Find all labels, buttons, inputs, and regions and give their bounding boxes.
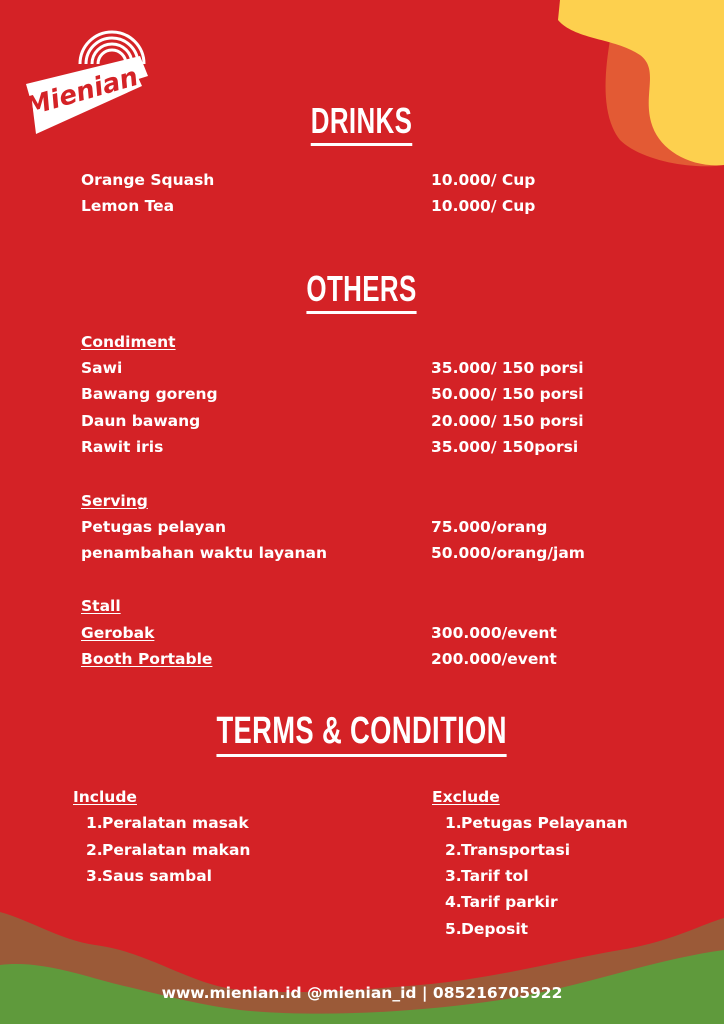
terms-heading: TERMS & CONDITION bbox=[0, 710, 724, 757]
item-price: 10.000/ Cup bbox=[431, 171, 536, 189]
list-item: 3.Saus sambal bbox=[86, 867, 212, 885]
item-name: Bawang goreng bbox=[81, 385, 218, 403]
item-name: Sawi bbox=[81, 359, 123, 377]
item-price: 20.000/ 150 porsi bbox=[431, 412, 584, 430]
item-name: Booth Portable bbox=[81, 650, 213, 668]
drinks-heading: DRINKS bbox=[0, 100, 724, 146]
menu-row bbox=[81, 438, 641, 462]
include-heading: Include bbox=[73, 788, 137, 806]
item-name: penambahan waktu layanan bbox=[81, 544, 328, 562]
item-name: Rawit iris bbox=[81, 438, 164, 456]
item-name: Daun bawang bbox=[81, 412, 201, 430]
menu-row bbox=[81, 412, 641, 436]
list-item: 1.Peralatan masak bbox=[86, 814, 249, 832]
item-price: 300.000/event bbox=[431, 624, 557, 642]
item-price: 35.000/ 150porsi bbox=[431, 438, 579, 456]
serving-subheading: Serving bbox=[81, 492, 148, 510]
menu-row bbox=[81, 624, 641, 648]
item-name: Petugas pelayan bbox=[81, 518, 226, 536]
exclude-heading: Exclude bbox=[432, 788, 500, 806]
item-price: 200.000/event bbox=[431, 650, 557, 668]
menu-row bbox=[81, 171, 641, 195]
menu-row bbox=[81, 518, 641, 542]
list-item: 2.Peralatan makan bbox=[86, 841, 251, 859]
item-name: Gerobak bbox=[81, 624, 155, 642]
condiment-subheading: Condiment bbox=[81, 333, 176, 351]
item-name: Orange Squash bbox=[81, 171, 215, 189]
menu-row bbox=[81, 544, 641, 568]
list-item: 3.Tarif tol bbox=[445, 867, 529, 885]
menu-row bbox=[81, 385, 641, 409]
list-item: 1.Petugas Pelayanan bbox=[445, 814, 628, 832]
others-heading: OTHERS bbox=[0, 268, 724, 314]
item-price: 35.000/ 150 porsi bbox=[431, 359, 584, 377]
item-price: 10.000/ Cup bbox=[431, 197, 536, 215]
menu-row bbox=[81, 197, 641, 221]
list-item: 5.Deposit bbox=[445, 920, 529, 938]
footer-contact: www.mienian.id @mienian_id | 085216705922 bbox=[161, 984, 563, 1002]
logo-wordmark: Mienian bbox=[22, 61, 142, 123]
item-price: 50.000/ 150 porsi bbox=[431, 385, 584, 403]
item-price: 75.000/orang bbox=[431, 518, 548, 536]
item-price: 50.000/orang/jam bbox=[431, 544, 585, 562]
list-item: 2.Transportasi bbox=[445, 841, 571, 859]
list-item: 4.Tarif parkir bbox=[445, 893, 558, 911]
menu-row bbox=[81, 359, 641, 383]
stall-subheading: Stall bbox=[81, 597, 121, 615]
menu-row bbox=[81, 650, 641, 674]
item-name: Lemon Tea bbox=[81, 197, 175, 215]
